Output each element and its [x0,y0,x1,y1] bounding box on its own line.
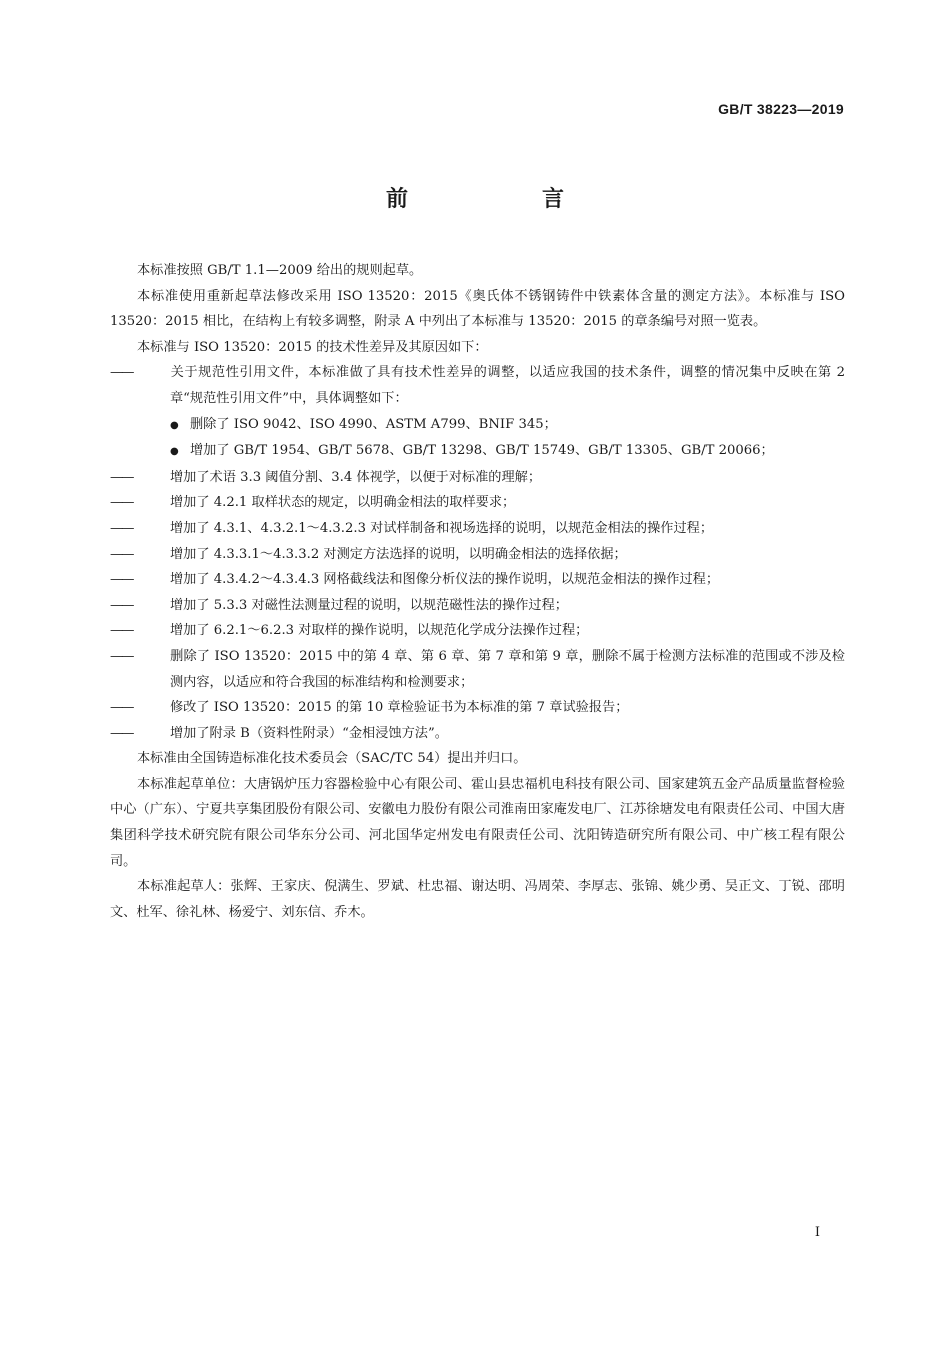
bullet-item-text: 增加了 GB/T 1954、GB/T 5678、GB/T 13298、GB/T 15749、GB/T 13305、GB/T 20066； [190,443,774,459]
list-item-text: 增加了 4.3.1、4.3.2.1～4.3.2.3 对试样制备和视场选择的说明，以规范金相法的操作过程； [170,520,714,536]
list-item [110,490,845,516]
list-item-text: 增加了 4.2.1 取样状态的规定，以明确金相法的取样要求； [170,495,516,511]
list-item [110,695,845,721]
paragraph-drafting-rules: 本标准按照 GB/T 1.1—2009 给出的规则起草。 [137,263,423,278]
paragraph-adoption: 本标准使用重新起草法修改采用 ISO 13520：2015《奥氏体不锈钢铸件中铁素体含量的测定方法》。本标准与 ISO 13520：2015 相比，在结构上有较多调整，附录 A 中列出了本标准与 13520：2015 的章条编号对照一览表。 [110,288,845,330]
list-item-text: 增加了 4.3.4.2～4.3.4.3 网格截线法和图像分析仪法的操作说明，以规范金相法的操作过程； [170,572,720,588]
list-item-text: 关于规范性引用文件，本标准做了具有技术性差异的调整，以适应我国的技术条件，调整的情况集中反映在第 2 章“规范性引用文件”中，具体调整如下： [170,365,845,406]
bullet-icon: ● [170,446,179,458]
list-item-text: 增加了 4.3.3.1～4.3.3.2 对测定方法选择的说明，以明确金相法的选择依据； [170,546,627,562]
list-item-text: 增加了 6.2.1～6.2.3 对取样的操作说明，以规范化学成分法操作过程； [170,623,589,639]
paragraph-differences-intro: 本标准与 ISO 13520：2015 的技术性差异及其原因如下： [137,339,488,355]
dash-mark: —— [110,365,133,381]
list-item-text: 增加了附录 B（资料性附录）“金相浸蚀方法”。 [170,725,448,741]
bullet-item [110,438,845,465]
dash-mark: —— [110,469,133,485]
paragraph-proposer: 本标准由全国铸造标准化技术委员会（SAC/TC 54）提出并归口。 [137,751,527,767]
list-item-text: 增加了 5.3.3 对磁性法测量过程的说明，以规范磁性法的操作过程； [170,597,568,613]
list-item [110,567,845,593]
bullet-icon: ● [170,419,179,431]
list-item-text: 增加了术语 3.3 阈值分割、3.4 体视学，以便于对标准的理解； [170,469,542,485]
paragraph-drafting-units: 本标准起草单位：大唐锅炉压力容器检验中心有限公司、霍山县忠福机电科技有限公司、国家建筑五金产品质量监督检验中心（广东）、宁夏共享集团股份有限公司、安徽电力股份有限公司淮南田家庵发电厂、江苏徐塘发电有限责任公司、中国大唐集团科学技术研究院有限公司华东分公司、河北国华定州发电有限责任公司、沈阳铸造研究所有限公司、中广核工程有限公司。 [110,776,845,869]
dash-mark: —— [110,700,133,716]
bullet-item-text: 删除了 ISO 9042、ISO 4990、ASTM A799、BNIF 345； [190,416,557,432]
document-code: GB/T 38223—2019 [718,101,844,117]
page-title: 前 言 [385,187,620,212]
dash-mark: —— [110,495,133,511]
dash-mark: —— [110,597,133,613]
list-item [110,465,845,491]
list-item [110,542,845,568]
dash-mark: —— [110,520,133,536]
bullet-item [110,412,845,439]
list-item [110,644,845,695]
document-body [110,258,845,925]
dash-mark: —— [110,623,133,639]
dash-mark: —— [110,572,133,588]
list-item [110,721,845,747]
paragraph-drafters: 本标准起草人：张辉、王家庆、倪满生、罗斌、杜忠福、谢达明、冯周荣、李厚志、张锦、姚少勇、吴正文、丁锐、邵明文、杜军、徐礼林、杨爱宁、刘东信、乔木。 [110,879,845,920]
list-item [110,618,845,644]
list-item-text: 修改了 ISO 13520：2015 的第 10 章检验证书为本标准的第 7 章试验报告； [170,700,629,716]
list-item [110,593,845,619]
dash-mark: —— [110,648,133,664]
page-number: I [814,1225,820,1240]
dash-mark: —— [110,725,133,741]
dash-mark: —— [110,546,133,562]
list-item [110,516,845,542]
list-item [110,360,845,411]
list-item-text: 删除了 ISO 13520：2015 中的第 4 章、第 6 章、第 7 章和第 9 章，删除不属于检测方法标准的范围或不涉及检测内容，以适应和符合我国的标准结构和检测要求； [170,648,845,690]
